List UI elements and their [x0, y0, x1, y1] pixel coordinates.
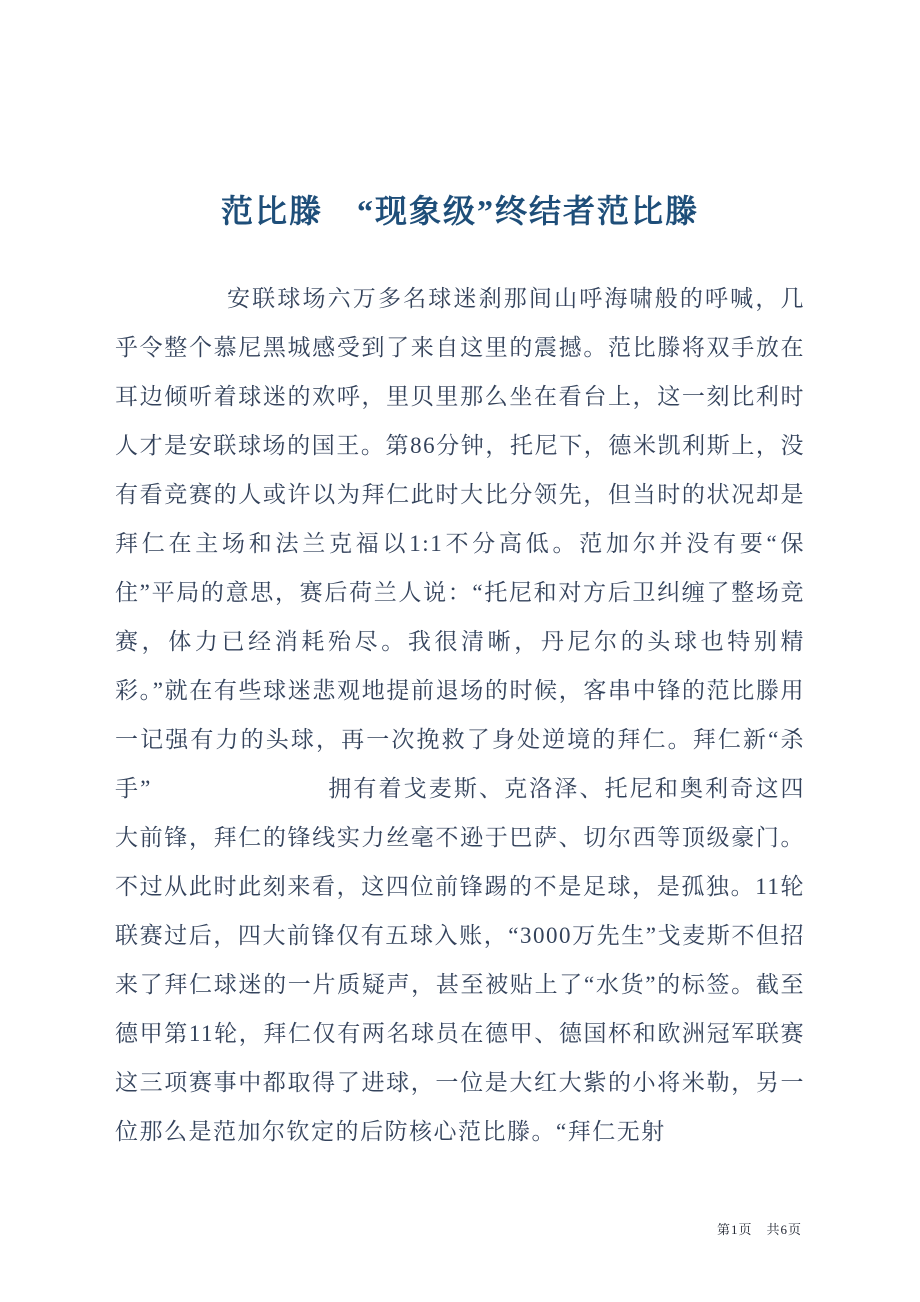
document-title: 范比滕 “现象级”终结者范比滕	[220, 193, 699, 229]
page-footer	[717, 1219, 802, 1238]
footer-page-total: 共6页	[766, 1222, 802, 1237]
body-paragraph: 安联球场六万多名球迷刹那间山呼海啸般的呼喊，几乎令整个慕尼黑城感受到了来自这里的震撼。范比滕将双手放在耳边倾听着球迷的欢呼，里贝里那么坐在看台上，这一刻比利时人才是安联球场的国王。第86分钟，托尼下，德米凯利斯上，没有看竞赛的人或许以为拜仁此时大比分领先，但当时的状况却是拜仁在主场和法兰克福以1:1不分高低。范加尔并没有要“保住”平局的意思，赛后荷兰人说：“托尼和对方后卫纠缠了整场竞赛，体力已经消耗殆尽。我很清晰，丹尼尔的头球也特别精彩。”就在有些球迷悲观地提前退场的时候，客串中锋的范比滕用一记强有力的头球，再一次挽救了身处逆境的拜仁。拜仁新“杀手” 拥有着戈麦斯、克洛泽、托尼和奥利奇这四大前锋，拜仁的锋线实力丝毫不逊于巴萨、切尔西等顶级豪门。不过从此时此刻来看，这四位前锋踢的不是足球，是孤独。11轮联赛过后，四大前锋仅有五球入账，“3000万先生”戈麦斯不但招来了拜仁球迷的一片质疑声，甚至被贴上了“水货”的标签。截至德甲第11轮，拜仁仅有两名球员在德甲、德国杯和欧洲冠军联赛这三项赛事中都取得了进球，一位是大红大紫的小将米勒，另一位那么是范加尔钦定的后防核心范比滕。“拜仁无射	[115, 286, 805, 1144]
footer-page-number: 第1页	[716, 1222, 753, 1237]
